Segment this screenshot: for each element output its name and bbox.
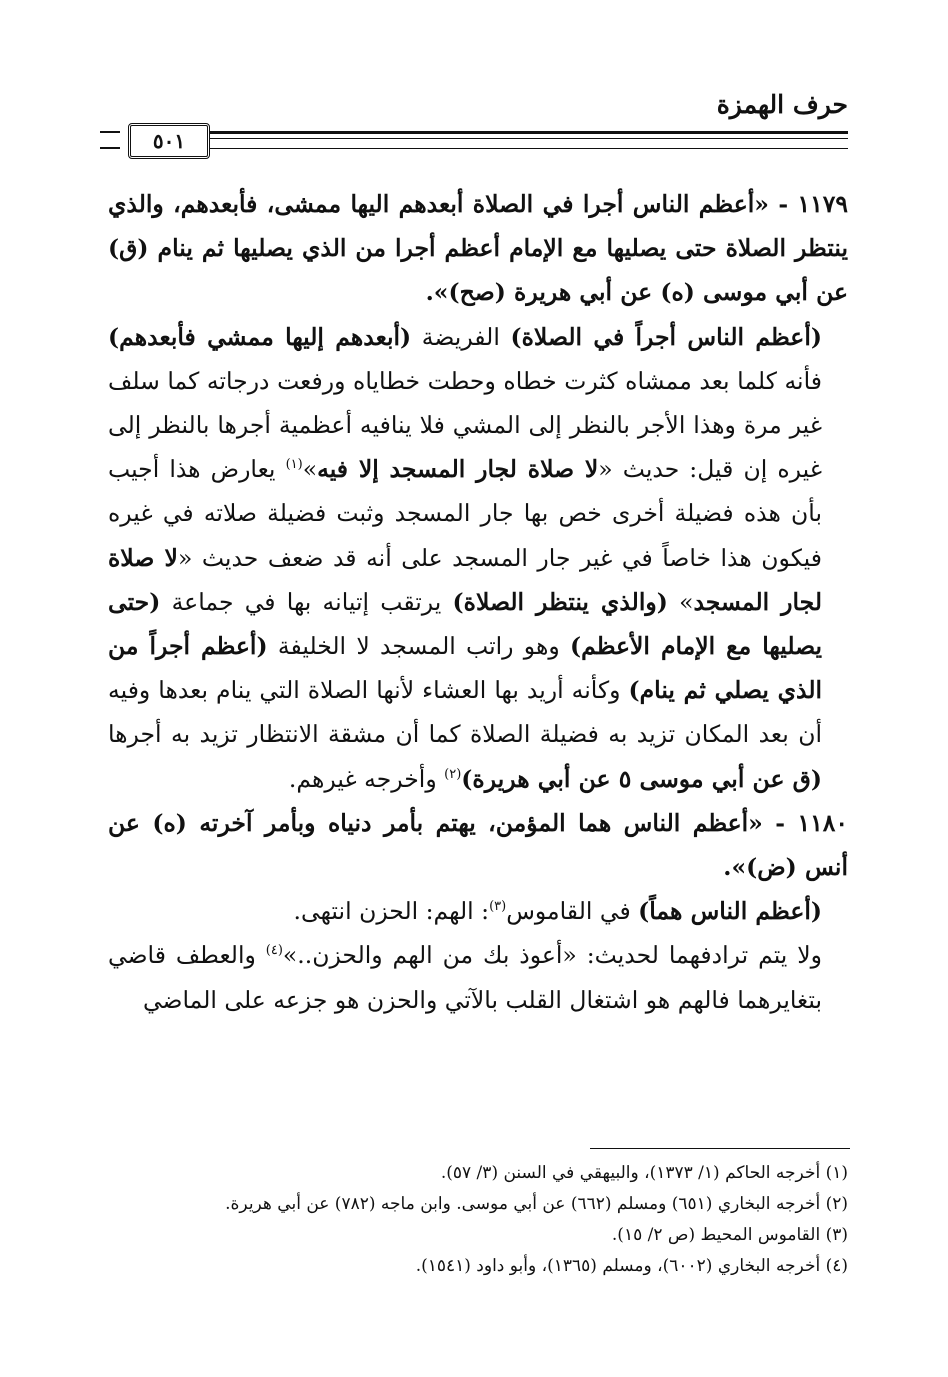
hadith-text: «أعظم الناس أجرا في الصلاة أبعدهم اليها ممشى، فأبعدهم، والذي ينتظر الصلاة حتى يصليها مع الإمام أعظم أجرا من الذي يصليها ثم ينام (ق) عن أبي موسى (ه) عن أبي هريرة (صح)». (108, 190, 848, 307)
quote-fragment: لا صلاة لجار المسجد (108, 543, 822, 616)
commentary-fragment: فأنه كلما بعد ممشاه كثرت خطاه وحطت خطاياه ورفعت درجاته كما سلف غير مرة وهذا الأجر بالنظر إلى المشي فلا ينافيه أعظمية أجرها بالنظر إلى غيره إن قيل: حديث « (108, 366, 822, 484)
hadith-number: ١١٧٩ - (768, 190, 848, 218)
hadith-1180 (108, 801, 848, 889)
commentary-fragment: ولا يتم ترادفهما لحديث: «أعوذ بك من الهم والحزن..» (282, 941, 822, 970)
quote-fragment: (أعظم الناس أجراً في الصلاة) (510, 322, 822, 351)
commentary-1180 (108, 889, 848, 933)
commentary-1179 (108, 315, 848, 801)
footnote-ref[interactable]: (٢) (444, 766, 462, 782)
quote-fragment: لا صلاة لجار المسجد إلا فيه (317, 455, 599, 484)
commentary-fragment: وكأنه أريد بها العشاء لأنها الصلاة التي ينام بعدها وفيه أن بعد المكان تزيد به فضيلة الصلاة كما أن مشقة الانتظار تزيد به أجرها (108, 676, 822, 749)
footnote-ref[interactable]: (٣) (489, 899, 507, 915)
quote-fragment: (أبعدهم إليها ممشي فأبعدهم) (108, 322, 412, 351)
commentary-fragment: يعارض هذا أجيب بأن هذه فضيلة أخرى خص بها جار المسجد وثبت فضيلة صلاته في غيره فيكون هذا خاصاً في غير جار المسجد على أنه قد ضعف حديث « (108, 455, 823, 572)
quote-fragment: (أعظم الناس هماً) (638, 897, 822, 926)
hadith-1179 (108, 182, 848, 315)
footnote-2: (٢) أخرجه البخاري (٦٥١) ومسلم (٦٦٢) عن أبي موسى. وابن ماجه (٧٨٢) عن أبي هريرة. (225, 1194, 848, 1214)
footnote-3: (٣) القاموس المحيط (ص ٢/ ١٥). (611, 1225, 848, 1245)
commentary-1180-continued (108, 933, 848, 1021)
commentary-fragment: والعطف قاضي بتغايرهما فالهم هو اشتغال القلب بالآتي والحزن هو جزعه على الماضي (108, 941, 822, 1014)
chapter-title: حرف الهمزة (716, 90, 848, 119)
header-lines (210, 131, 848, 149)
header-left-bar (100, 131, 120, 149)
footnotes (100, 1158, 848, 1282)
quote-fragment: (حتى يصليها مع الإمام الأعظم) (108, 587, 823, 661)
footnote-1: (١) أخرجه الحاكم (١/ ١٣٧٣)، والبيهقي في السنن (٣/ ٥٧). (440, 1163, 848, 1183)
hadith-text: «أعظم الناس هما المؤمن، يهتم بأمر دنياه وبأمر آخرته (ه) عن أنس (ض)». (108, 808, 848, 882)
quote-fragment: (ق عن أبي موسى ٥ عن أبي هريرة) (461, 764, 822, 793)
header-rule (100, 127, 848, 151)
commentary-fragment: وهو راتب المسجد لا الخليفة (267, 632, 570, 661)
commentary-fragment: وأخرجه غيرهم. (288, 764, 445, 793)
commentary-fragment: » (667, 587, 694, 616)
commentary-fragment: الفريضة (411, 322, 511, 351)
main-text (108, 182, 848, 1022)
quote-fragment: (أعظم أجراً من الذي يصلي ثم ينام) (108, 632, 823, 705)
commentary-fragment: في القاموس (506, 897, 639, 926)
footnote-4: (٤) أخرجه البخاري (٦٠٠٢)، ومسلم (١٣٦٥)، وأبو داود (١٥٤١). (415, 1256, 848, 1276)
hadith-number: ١١٨٠ - (762, 808, 848, 837)
footnote-ref[interactable]: (٤) (265, 943, 283, 959)
commentary-fragment: يرتقب إتيانه بها في جماعة (160, 587, 453, 616)
commentary-fragment: » (302, 455, 318, 484)
footnote-ref[interactable]: (١) (285, 457, 303, 473)
commentary-fragment: : الهم: الحزن انتهى. (293, 897, 490, 926)
footnote-separator (590, 1148, 850, 1149)
page-number: ٥٠١ (128, 123, 210, 159)
quote-fragment: (والذي ينتظر الصلاة) (452, 587, 668, 616)
